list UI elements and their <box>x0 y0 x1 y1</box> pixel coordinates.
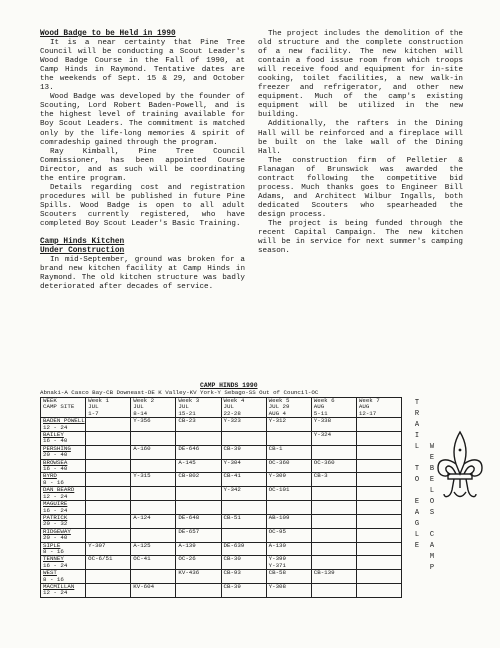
troop-assignment-cell: Y-307 <box>86 542 131 556</box>
troop-assignment-cell <box>356 459 401 473</box>
troop-assignment-cell: OC-6/51 <box>86 556 131 570</box>
kitchen-para-5: The project is being funded through the recent Capital Campaign. The new kitchen will be in service for next summer's camping season. <box>258 219 463 256</box>
troop-assignment-cell: A-130 <box>266 542 311 556</box>
campsite-cell <box>41 556 86 570</box>
kitchen-heading-line-1: Camp Hinds Kitchen <box>40 238 125 247</box>
wood-badge-para-1: It is a near certainty that Pine Tree Council will be conducting a Scout Leader's Wood Badge Course in the Fall of 1990, at Camp Hinds in Raymond. Tentative dates are the weekends of Sept. 15 & 29, and October 13. <box>40 39 245 93</box>
wood-badge-para-4: Details regarding cost and registration procedures will be published in future Pine Spills. Wood Badge is open to all adult Scouters currently registered, who have completed Boy Scout Leader's Basic Training. <box>40 183 245 228</box>
campsite-ages: 8 - 16 <box>43 478 64 486</box>
troop-assignment-cell <box>86 583 131 597</box>
troop-assignment-cell <box>311 583 356 597</box>
troop-assignment-cell: CB-802 <box>176 473 221 487</box>
troop-assignment-cell <box>86 418 131 432</box>
schedule-title: CAMP HINDS 1990 <box>200 382 258 389</box>
campsite-cell <box>41 528 86 542</box>
schedule-row <box>41 501 402 515</box>
schedule-row <box>41 570 402 584</box>
campsite-ages: 20 - 40 <box>43 534 68 542</box>
troop-assignment-cell <box>221 501 266 515</box>
troop-assignment-cell <box>221 432 266 446</box>
campsite-name: DAN BEARD <box>43 486 75 494</box>
troop-assignment-cell <box>221 528 266 542</box>
schedule-row <box>41 583 402 597</box>
right-column <box>258 30 463 256</box>
troop-assignment-cell: DE-657 <box>176 528 221 542</box>
troop-assignment-cell <box>311 487 356 501</box>
troop-assignment-cell <box>86 459 131 473</box>
schedule-body <box>41 418 402 598</box>
troop-assignment-cell <box>356 445 401 459</box>
troop-assignment-cell <box>356 418 401 432</box>
schedule-row <box>41 432 402 446</box>
campsite-ages: 16 - 40 <box>43 465 68 473</box>
troop-assignment-cell <box>356 473 401 487</box>
troop-assignment-cell <box>86 514 131 528</box>
schedule-header-7: Week 7 AUG 12-17 <box>356 398 401 418</box>
troop-assignment-cell <box>356 487 401 501</box>
campsite-ages: 16 - 24 <box>43 561 68 569</box>
troop-assignment-cell: DE-648 <box>176 514 221 528</box>
schedule-row <box>41 473 402 487</box>
troop-assignment-cell <box>356 570 401 584</box>
schedule-header-1: Week 1 JUL 1-7 <box>86 398 131 418</box>
campsite-ages: 16 - 40 <box>43 437 68 445</box>
troop-assignment-cell <box>266 432 311 446</box>
troop-assignment-cell <box>311 514 356 528</box>
campsite-ages: 8 - 16 <box>43 575 64 583</box>
campsite-name: BADEN POWELL <box>43 417 85 425</box>
campsite-cell <box>41 570 86 584</box>
troop-assignment-cell <box>356 501 401 515</box>
troop-assignment-cell: Y-399 Y-371 <box>266 556 311 570</box>
troop-assignment-cell: CB-3 <box>311 473 356 487</box>
troop-assignment-cell: Y-323 <box>221 418 266 432</box>
schedule-legend: Abnaki-A Casco Bay-CB Downeast-DE K Valley-KV York-Y Sebago-SS Out of Council-OC <box>40 389 319 396</box>
campsite-cell <box>41 445 86 459</box>
troop-assignment-cell <box>176 487 221 501</box>
troop-assignment-cell: CB-41 <box>221 473 266 487</box>
campsite-name: PERSHING <box>43 445 71 452</box>
campsite-name: PATRICK <box>43 514 68 521</box>
troop-assignment-cell <box>266 501 311 515</box>
troop-assignment-cell: CB-39 <box>221 445 266 459</box>
kitchen-para-2: The project includes the demolition of the old structure and the complete construction of a new facility. The new kitchen will contain a food issue room from which troops will receive food and equipment for in-site cooking, toilet facilities, a new walk-in freezer and refrigerator, and other new equipment. Much of the camp's existing equipment will be utilized in the new building. <box>258 30 463 120</box>
schedule-header-6: Week 6 AUG 5-11 <box>311 398 356 418</box>
campsite-name: RIDGEWAY <box>43 528 71 535</box>
campsite-name: BROWSEA <box>43 459 68 466</box>
troop-assignment-cell <box>86 473 131 487</box>
troop-assignment-cell <box>176 501 221 515</box>
wood-badge-heading: Wood Badge to be Held in 1990 <box>40 30 176 38</box>
campsite-ages: 12 - 24 <box>43 589 68 597</box>
troop-assignment-cell <box>131 487 176 501</box>
troop-assignment-cell: OC-360 <box>311 459 356 473</box>
troop-assignment-cell <box>356 514 401 528</box>
campsite-cell <box>41 432 86 446</box>
troop-assignment-cell <box>86 445 131 459</box>
campsite-name: MACMILLAN <box>43 583 75 590</box>
schedule-row <box>41 542 402 556</box>
troop-assignment-cell <box>356 556 401 570</box>
kitchen-para-4: The construction firm of Pelletier & Flanagan of Brunswick was awarded the contract following the competitive bid process. Much thanks goes to Engineer Bill Adams, and Architect Wilbur Ingalls, both dedicated Scouters who spearheaded the design process. <box>258 156 463 219</box>
campsite-name: MAGUIRE <box>43 500 68 508</box>
troop-assignment-cell: Y-356 <box>131 418 176 432</box>
troop-assignment-cell: OC-26 <box>176 556 221 570</box>
campsite-cell <box>41 473 86 487</box>
troop-assignment-cell <box>176 432 221 446</box>
kitchen-heading-line-2: Under Construction <box>40 247 125 256</box>
campsite-ages: 8 - 16 <box>43 547 64 555</box>
troop-assignment-cell <box>311 528 356 542</box>
troop-assignment-cell: CB-23 <box>176 418 221 432</box>
schedule-header-row <box>41 398 402 418</box>
campsite-cell <box>41 542 86 556</box>
campsite-cell <box>41 583 86 597</box>
troop-assignment-cell <box>131 432 176 446</box>
troop-assignment-cell <box>356 542 401 556</box>
schedule-row <box>41 556 402 570</box>
troop-assignment-cell: AB-109 <box>266 514 311 528</box>
kitchen-para-3: Additionally, the rafters in the Dining Hall will be reinforced and a fireplace will be built on the lake wall of the Dining Hall. <box>258 120 463 156</box>
trail-to-eagle-vertical: T R A I L T O E A G L E <box>414 399 420 550</box>
troop-assignment-cell: KV-436 <box>176 570 221 584</box>
troop-assignment-cell <box>356 432 401 446</box>
schedule-row <box>41 445 402 459</box>
troop-assignment-cell: DE-639 <box>221 542 266 556</box>
troop-assignment-cell: CB-93 <box>221 570 266 584</box>
troop-assignment-cell <box>311 445 356 459</box>
schedule-row <box>41 514 402 528</box>
troop-assignment-cell: DE-646 <box>176 445 221 459</box>
campsite-name: BYRD <box>43 472 57 480</box>
wood-badge-para-3: Ray Kimball, Pine Tree Council Commissioner, has been appointed Course Director, and as such will be coordinating the entire program. <box>40 147 245 183</box>
troop-assignment-cell <box>311 501 356 515</box>
troop-assignment-cell: CB-30 <box>221 556 266 570</box>
troop-assignment-cell: CB-139 <box>311 570 356 584</box>
troop-assignment-cell: OC-95 <box>266 528 311 542</box>
campsite-ages: 20 - 40 <box>43 451 68 459</box>
schedule-header-5: Week 5 JUL 29 AUG 4 <box>266 398 311 418</box>
troop-assignment-cell <box>131 501 176 515</box>
campsite-cell <box>41 514 86 528</box>
troop-assignment-cell <box>86 570 131 584</box>
schedule-header-2: Week 2 JUL 8-14 <box>131 398 176 418</box>
troop-assignment-cell: CB-58 <box>266 570 311 584</box>
troop-assignment-cell: A-124 <box>131 514 176 528</box>
troop-assignment-cell: A-139 <box>176 542 221 556</box>
troop-assignment-cell: Y-338 <box>311 418 356 432</box>
troop-assignment-cell: Y-312 <box>266 418 311 432</box>
schedule-row <box>41 418 402 432</box>
troop-assignment-cell <box>356 583 401 597</box>
schedule-header-4: Week 4 JUL 22-28 <box>221 398 266 418</box>
schedule-row <box>41 487 402 501</box>
campsite-cell <box>41 459 86 473</box>
campsite-ages: 20 - 32 <box>43 520 68 528</box>
troop-assignment-cell: Y-315 <box>131 473 176 487</box>
kitchen-para-1: In mid-September, ground was broken for a brand new kitchen facility at Camp Hinds in Raymond. The old kitchen structure was badly deteriorated after decades of service. <box>40 256 245 292</box>
troop-assignment-cell <box>311 542 356 556</box>
schedule-header-0: WEEK CAMP SITE <box>41 398 86 418</box>
troop-assignment-cell: A-160 <box>131 445 176 459</box>
troop-assignment-cell: OC-41 <box>131 556 176 570</box>
campsite-name: TENNEY <box>43 555 64 563</box>
troop-assignment-cell <box>86 501 131 515</box>
troop-assignment-cell <box>311 556 356 570</box>
troop-assignment-cell: Y-342 <box>221 487 266 501</box>
troop-assignment-cell <box>131 570 176 584</box>
campsite-ages: 12 - 24 <box>43 492 68 500</box>
campsite-cell <box>41 501 86 515</box>
schedule-row <box>41 528 402 542</box>
campsite-ages: 12 - 24 <box>43 423 68 431</box>
camp-schedule-table <box>40 397 402 598</box>
troop-assignment-cell: CB-1 <box>266 445 311 459</box>
troop-assignment-cell <box>131 459 176 473</box>
troop-assignment-cell: A-145 <box>176 459 221 473</box>
troop-assignment-cell: OC-360 <box>266 459 311 473</box>
troop-assignment-cell: KV-604 <box>131 583 176 597</box>
troop-assignment-cell: CB-39 <box>221 583 266 597</box>
schedule-row <box>41 459 402 473</box>
webelos-camp-vertical: W E B E L O S C A M P <box>429 443 435 572</box>
left-column <box>40 30 245 292</box>
troop-assignment-cell: Y-309 <box>266 473 311 487</box>
troop-assignment-cell: Y-308 <box>266 583 311 597</box>
troop-assignment-cell <box>356 528 401 542</box>
schedule-header-3: Week 3 JUL 15-21 <box>176 398 221 418</box>
campsite-cell <box>41 487 86 501</box>
fleur-de-lis-icon <box>432 428 488 506</box>
troop-assignment-cell <box>176 583 221 597</box>
campsite-cell <box>41 418 86 432</box>
campsite-name: WEST <box>43 569 57 577</box>
troop-assignment-cell: Y-304 <box>221 459 266 473</box>
troop-assignment-cell <box>86 528 131 542</box>
troop-assignment-cell: CB-51 <box>221 514 266 528</box>
troop-assignment-cell: Y-324 <box>311 432 356 446</box>
campsite-name: BAILEY <box>43 431 64 439</box>
wood-badge-para-2: Wood Badge was developed by the founder of Scouting, Lord Robert Baden-Powell, and is the highest level of training available for Boy Scout Leaders. The commitment is matched only by the life-long memories & spirit of comradeship gained through the program. <box>40 93 245 147</box>
troop-assignment-cell <box>86 487 131 501</box>
campsite-name: SIPLE <box>43 542 61 549</box>
troop-assignment-cell <box>86 432 131 446</box>
troop-assignment-cell: OC-101 <box>266 487 311 501</box>
campsite-ages: 16 - 24 <box>43 506 68 514</box>
troop-assignment-cell: A-125 <box>131 542 176 556</box>
troop-assignment-cell <box>131 528 176 542</box>
